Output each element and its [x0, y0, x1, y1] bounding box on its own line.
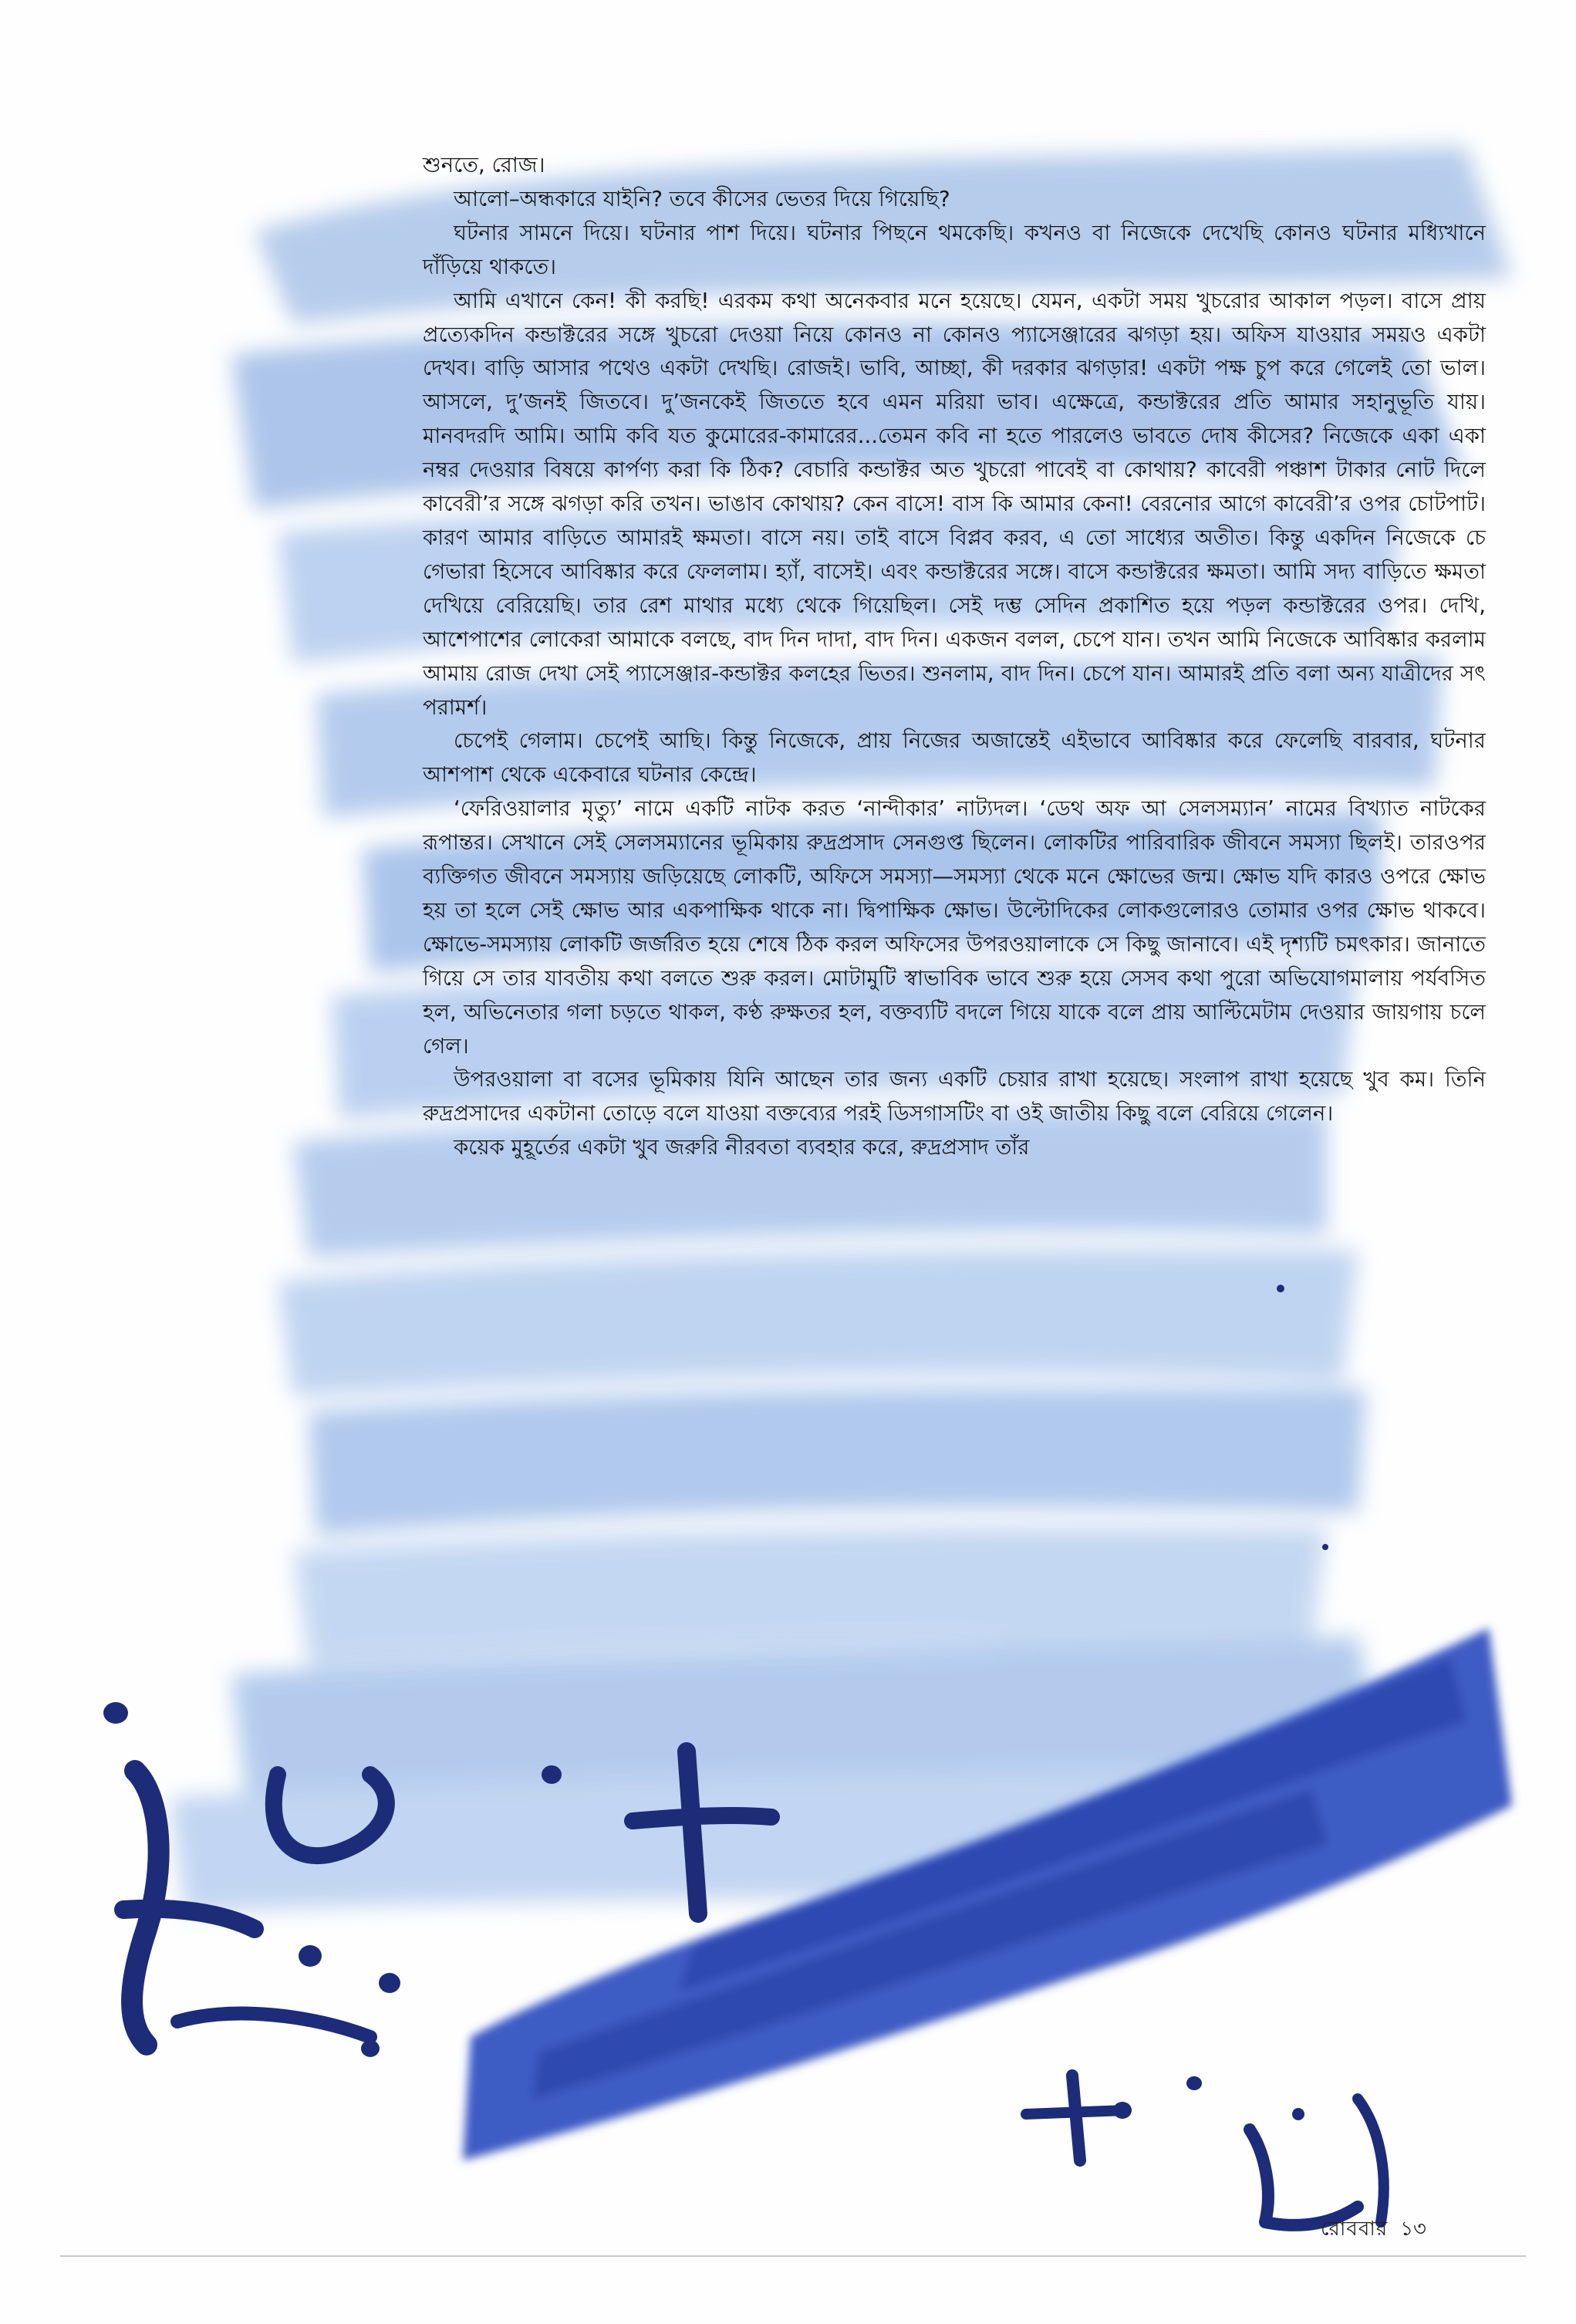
- page-footer: [1321, 2213, 1426, 2247]
- article-body: [423, 148, 1486, 1164]
- page-number: ১৩: [1400, 2218, 1426, 2241]
- article-paragraph: উপরওয়ালা বা বসের ভূমিকায় যিনি আছেন তার জন্য একটি চেয়ার রাখা হয়েছে। সংলাপ রাখা হয়েছে খুব কম। তিনি রুদ্রপ্রসাদের একটানা তোড়ে বলে যাওয়া বক্তব্যের পরই ডিসগাসটিং বা ওই জাতীয় কিছু বলে বেরিয়ে গেলেন।: [423, 1066, 1486, 1127]
- publication-name: রোববার: [1321, 2218, 1389, 2241]
- article-paragraph: আলো–অন্ধকারে যাইনি? তবে কীসের ভেতর দিয়ে গিয়েছি?: [454, 185, 950, 211]
- article-paragraph: ঘটনার সামনে দিয়ে। ঘটনার পাশ দিয়ে। ঘটনার পিছনে থমকেছি। কখনও বা নিজেকে দেখেছি কোনও ঘটনার মধ্যিখানে দাঁড়িয়ে থাকতে।: [423, 219, 1486, 279]
- article-paragraph: ‘ফেরিওয়ালার মৃত্যু’ নামে একটি নাটক করত ‘নান্দীকার’ নাট্যদল। ‘ডেথ অফ আ সেলসম্যান’ নামের বিখ্যাত নাটকের রূপান্তর। সেখানে সেই সেলসম্যানের ভূমিকায় রুদ্রপ্রসাদ সেনগুপ্ত ছিলেন। লোকটির পারিবারিক জীবনে সমস্যা ছিলই। তারওপর ব্যক্তিগত জীবনে সমস্যায় জড়িয়েছে লোকটি, অফিসে সমস্যা—সমস্যা থেকে মনে ক্ষোভের জন্ম। ক্ষোভ যদি কারও ওপরে ক্ষোভ হয় তা হলে সেই ক্ষোভ আর একপাক্ষিক থাকে না। দ্বিপাক্ষিক ক্ষোভ। উল্টোদিকের লোকগুলোরও তোমার ওপর ক্ষোভ থাকবে। ক্ষোভে-সমস্যায় লোকটি জর্জরিত হয়ে শেষে ঠিক করল অফিসের উপরওয়ালাকে সে কিছু জানাবে। এই দৃশ্যটি চমৎকার। জানাতে গিয়ে সে তার যাবতীয় কথা বলতে শুরু করল। মোটামুটি স্বাভাবিক ভাবে শুরু হয়ে সেসব কথা পুরো অভিযোগমালায় পর্যবসিত হল, অভিনেতার গলা চড়তে থাকল, কণ্ঠ রুক্ষতর হল, বক্তব্যটি বদলে গিয়ে যাকে বলে প্রায় আল্টিমেটাম দেওয়ার জায়গায় চলে গেল।: [423, 795, 1486, 1059]
- article-paragraph: শুনতে, রোজ।: [423, 152, 545, 177]
- article-paragraph: আমি এখানে কেন! কী করছি! এরকম কথা অনেকবার মনে হয়েছে। যেমন, একটা সময় খুচরোর আকাল পড়ল। বাসে প্রায় প্রত্যেকদিন কন্ডাক্টরের সঙ্গে খুচরো দেওয়া নিয়ে কোনও না কোনও প্যাসেঞ্জারের ঝগড়া হয়। অফিস যাওয়ার সময়ও একটা দেখব। বাড়ি আসার পথেও একটা দেখছি। রোজই। ভাবি, আচ্ছা, কী দরকার ঝগড়ার! একটা পক্ষ চুপ করে গেলেই তো ভাল। আসলে, দু’জনই জিতবে। দু’জনকেই জিততে হবে এমন মরিয়া ভাব। এক্ষেত্রে, কন্ডাক্টরের প্রতি আমার সহানুভূতি যায়। মানবদরদি আমি। আমি কবি যত কুমোরের-কামারের...তেমন কবি না হতে পারলেও ভাবতে দোষ কীসের? নিজেকে একা একা নম্বর দেওয়ার বিষয়ে কার্পণ্য করা কি ঠিক? বেচারি কন্ডাক্টর অত খুচরো পাবেই বা কোথায়? কাবেরী পঞ্চাশ টাকার নোট দিলে কাবেরী’র সঙ্গে ঝগড়া করি তখন। ভাঙাব কোথায়? কেন বাসে! বাস কি আমার কেনা! বেরনোর আগে কাবেরী’র ওপর চোটপাট। কারণ আমার বাড়িতে আমারই ক্ষমতা। বাসে নয়। তাই বাসে বিপ্লব করব, এ তো সাধ্যের অতীত। কিন্তু একদিন নিজেকে চে গেভারা হিসেবে আবিষ্কার করে ফেললাম। হ্যাঁ, বাসেই। এবং কন্ডাক্টরের সঙ্গে। বাসে কন্ডাক্টরের ক্ষমতা। আমি সদ্য বাড়িতে ক্ষমতা দেখিয়ে বেরিয়েছি। তার রেশ মাথার মধ্যে থেকে গিয়েছিল। সেই দম্ভ সেদিন প্রকাশিত হয়ে পড়ল কন্ডাক্টরের ওপর। দেখি, আশেপাশের লোকেরা আমাকে বলছে, বাদ দিন দাদা, বাদ দিন। একজন বলল, চেপে যান। তখন আমি নিজেকে আবিষ্কার করলাম আমায় রোজ দেখা সেই প্যাসেঞ্জার-কন্ডাক্টর কলহের ভিতর। শুনলাম, বাদ দিন। চেপে যান। আমারই প্রতি বলা অন্য যাত্রীদের সৎ পরামর্শ।: [423, 287, 1486, 720]
- article-paragraph: কয়েক মুহূর্তের একটা খুব জরুরি নীরবতা ব্যবহার করে, রুদ্রপ্রসাদ তাঁর: [454, 1134, 1030, 1160]
- article-paragraph: চেপেই গেলাম। চেপেই আছি। কিন্তু নিজেকে, প্রায় নিজের অজান্তেই এইভাবে আবিষ্কার করে ফেলেছি বারবার, ঘটনার আশপাশ থেকে একেবারে ঘটনার কেন্দ্রে।: [423, 728, 1486, 788]
- bottom-divider: [60, 2255, 1526, 2257]
